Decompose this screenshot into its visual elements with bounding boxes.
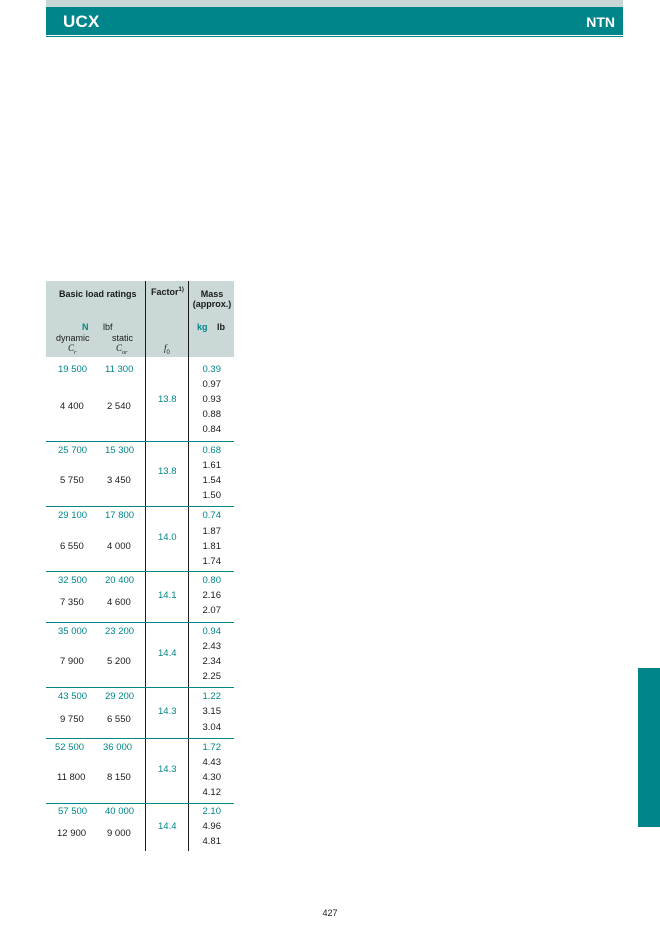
mass-lb: 1.81	[202, 541, 221, 552]
mass-lb: 4.30	[202, 772, 221, 783]
cor-lbf: 8 150	[107, 772, 131, 783]
label-static: static	[112, 333, 134, 343]
factor-f0: 14.0	[158, 532, 177, 543]
mass-kg: 0.74	[202, 510, 221, 521]
symbol-cor: $C_{or}$	[116, 343, 128, 356]
table-row-group	[46, 739, 234, 804]
mass-lb: 1.50	[202, 490, 221, 501]
factor-f0: 13.8	[158, 394, 177, 405]
mass-lb: 2.25	[202, 671, 221, 682]
cor-lbf: 4 600	[107, 597, 131, 608]
factor-f0: 14.1	[158, 590, 177, 601]
table-row-group	[46, 572, 234, 623]
mass-lb: 4.12	[202, 787, 221, 798]
cr-lbf: 7 350	[60, 597, 84, 608]
mass-lb: 2.34	[202, 656, 221, 667]
mass-lb: 2.43	[202, 641, 221, 652]
mass-kg: 1.72	[202, 742, 221, 753]
factor-f0: 14.4	[158, 821, 177, 832]
label-dynamic: dynamic	[56, 333, 90, 343]
mass-kg: 0.39	[202, 364, 221, 375]
cor-lbf: 2 540	[107, 401, 131, 412]
mass-lb: 2.16	[202, 590, 221, 601]
cor-lbf: 4 000	[107, 541, 131, 552]
cor-n: 15 300	[105, 445, 135, 456]
unit-lb: lb	[217, 322, 225, 332]
table-header	[46, 281, 234, 357]
mass-lb: 3.04	[202, 722, 221, 733]
cr-lbf: 5 750	[60, 475, 84, 486]
mass-lb: 1.87	[202, 526, 221, 537]
symbol-f0: $f_0$	[164, 343, 170, 356]
cr-lbf: 9 750	[60, 714, 84, 725]
mass-kg: 2.10	[202, 806, 221, 817]
cr-lbf: 6 550	[60, 541, 84, 552]
cr-lbf: 4 400	[60, 401, 84, 412]
mass-lb: 4.96	[202, 821, 221, 832]
table-row-group	[46, 507, 234, 572]
mass-lb: 1.74	[202, 556, 221, 567]
factor-f0: 13.8	[158, 466, 177, 477]
mass-lb: 0.88	[202, 409, 221, 420]
cr-n: 32 500	[58, 575, 88, 586]
cor-n: 36 000	[103, 742, 133, 753]
cor-lbf: 3 450	[107, 475, 131, 486]
cor-n: 29 200	[105, 691, 135, 702]
mass-lb: 0.97	[202, 379, 221, 390]
table-row-group	[46, 442, 234, 507]
page-number: 427	[322, 908, 338, 918]
cor-lbf: 9 000	[107, 828, 131, 839]
cor-n: 11 300	[105, 364, 134, 375]
cr-lbf: 12 900	[57, 828, 87, 839]
table-row-group	[46, 804, 234, 850]
cr-n: 52 500	[55, 742, 85, 753]
header-underline	[46, 36, 623, 37]
section-side-tab	[638, 668, 660, 827]
col-mass-subtitle: (approx.)	[192, 299, 232, 309]
factor-f0: 14.3	[158, 706, 177, 717]
factor-f0: 14.3	[158, 764, 177, 775]
mass-lb: 0.84	[202, 424, 221, 435]
mass-kg: 1.22	[202, 691, 221, 702]
cor-n: 17 800	[105, 510, 135, 521]
brand-logo: NTN	[586, 14, 615, 30]
mass-lb: 3.15	[202, 706, 221, 717]
mass-lb: 2.07	[202, 605, 221, 616]
cor-n: 40 000	[105, 806, 135, 817]
page-header	[46, 7, 623, 35]
unit-n: N	[82, 322, 89, 332]
cr-n: 57 500	[58, 806, 88, 817]
cr-n: 43 500	[58, 691, 88, 702]
top-accent-strip	[46, 0, 623, 7]
mass-kg: 0.68	[202, 445, 221, 456]
mass-lb: 4.43	[202, 757, 221, 768]
mass-lb: 4.81	[202, 836, 221, 847]
factor-f0: 14.4	[158, 648, 177, 659]
mass-kg: 0.80	[202, 575, 221, 586]
mass-kg: 0.94	[202, 626, 221, 637]
cr-n: 25 700	[58, 445, 88, 456]
unit-lbf: lbf	[103, 322, 113, 332]
cor-n: 20 400	[105, 575, 135, 586]
mass-lb: 1.61	[202, 460, 221, 471]
mass-lb: 1.54	[202, 475, 221, 486]
unit-kg: kg	[197, 322, 208, 332]
cor-n: 23 200	[105, 626, 135, 637]
table-row-group	[46, 623, 234, 688]
cr-lbf: 11 800	[57, 772, 86, 783]
cr-n: 19 500	[58, 364, 88, 375]
page-title: UCX	[63, 12, 100, 31]
cor-lbf: 5 200	[107, 656, 131, 667]
cr-lbf: 7 900	[60, 656, 84, 667]
cor-lbf: 6 550	[107, 714, 131, 725]
table-row-group	[46, 688, 234, 739]
table-row-group	[46, 357, 234, 442]
mass-lb: 0.93	[202, 394, 221, 405]
col-load-ratings-title: Basic load ratings	[59, 289, 137, 299]
col-mass-title: Mass	[200, 289, 224, 299]
symbol-cr: $C_r$	[68, 343, 77, 356]
cr-n: 29 100	[58, 510, 88, 521]
cr-n: 35 000	[58, 626, 88, 637]
col-factor-title: Factor$^{1)}$	[151, 287, 184, 297]
